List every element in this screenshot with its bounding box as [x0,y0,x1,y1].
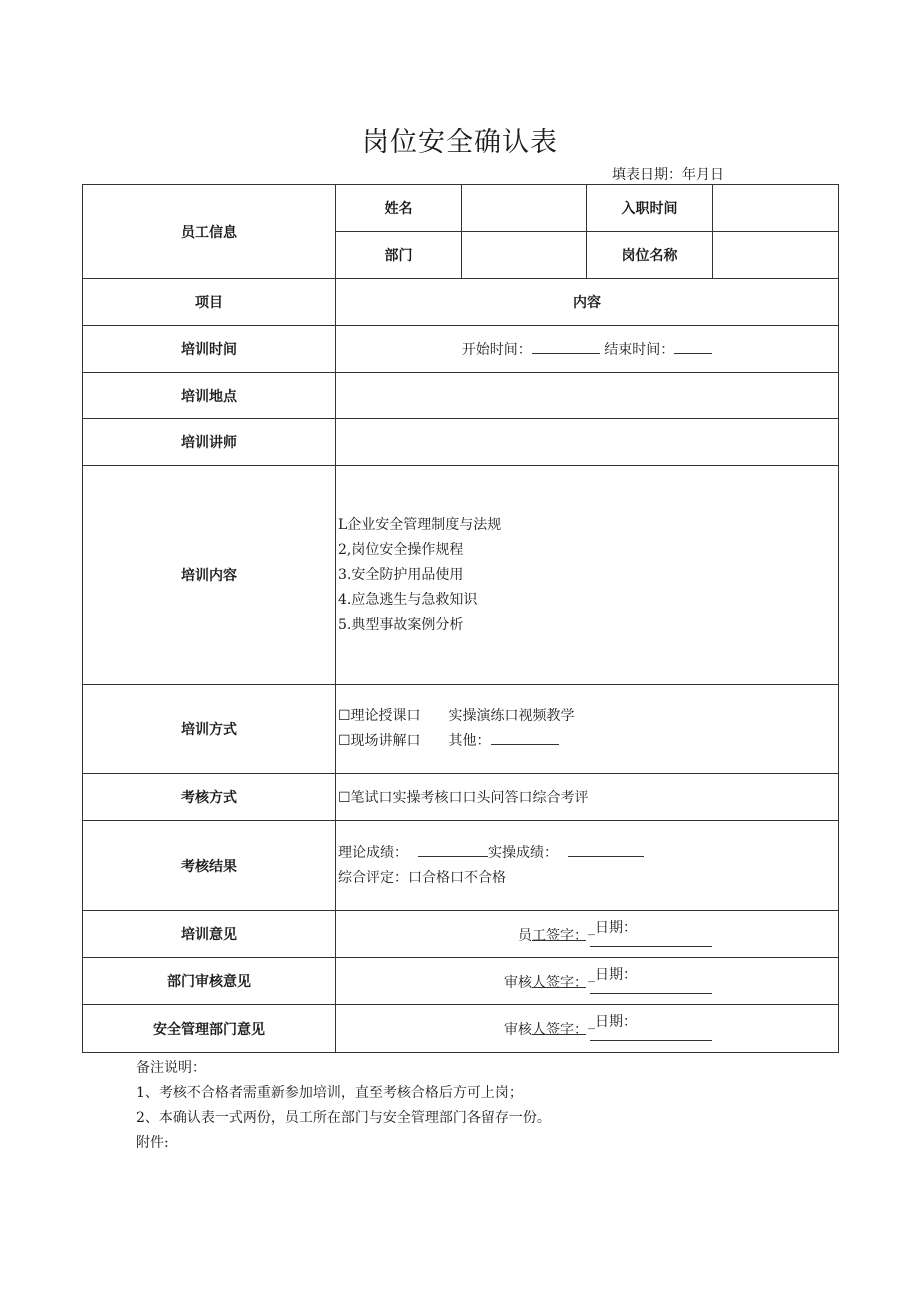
date-blank[interactable] [590,993,712,994]
entry-time-field[interactable] [713,185,839,232]
list-item: 4.应急逃生与急救知识 [338,591,478,608]
end-time-blank[interactable] [674,341,712,354]
name-field[interactable] [462,185,587,232]
practice-score-blank[interactable] [568,844,644,857]
list-item: 3.安全防护用品使用 [338,566,464,583]
date-label: _日期： [588,1014,637,1030]
training-method-line-2[interactable] [338,729,838,754]
employee-info-label: 员工信息 [83,185,336,279]
other-blank[interactable] [491,732,559,745]
other-label: ☐现场讲解口 其他： [338,733,491,749]
confirmation-form-table [82,184,839,1053]
safety-dept-label: 安全管理部门意见 [83,1005,336,1053]
score-line [338,841,838,866]
attachment-label: 附件: [136,1135,169,1151]
date-label: _日期： [588,967,637,983]
training-opinion-label: 培训意见 [83,911,336,958]
employee-signature-label: 员工签字： [518,928,588,944]
training-content-list [336,466,839,685]
training-place-label: 培训地点 [83,373,336,419]
content-header: 内容 [336,279,839,326]
form-title: 岗位安全确认表 [362,127,558,158]
start-time-blank[interactable] [532,341,600,354]
training-time-label: 培训时间 [83,326,336,373]
training-method-options[interactable] [336,685,839,774]
position-label: 岗位名称 [587,232,713,279]
training-lecturer-label: 培训讲师 [83,419,336,466]
assessment-method-label: 考核方式 [83,774,336,821]
safety-dept-field[interactable] [336,1005,839,1053]
training-lecturer-field[interactable] [336,419,839,466]
end-time-label: 结束时间： [604,342,675,358]
assessment-result-field[interactable] [336,821,839,911]
start-time-label: 开始时间： [461,342,532,358]
overall-evaluation[interactable]: 综合评定：口合格口不合格 [338,869,506,886]
item-header: 项目 [83,279,336,326]
position-field[interactable] [713,232,839,279]
dept-label: 部门 [336,232,462,279]
list-item: 2,岗位安全操作规程 [338,541,464,558]
training-time-field[interactable] [336,326,839,373]
date-label: _日期： [588,920,637,936]
theory-score-blank[interactable] [418,844,488,857]
employee-signature-blank[interactable] [532,940,586,941]
list-item: 5.典型事故案例分析 [338,616,464,633]
dept-field[interactable] [462,232,587,279]
training-opinion-field[interactable] [336,911,839,958]
assessment-result-label: 考核结果 [83,821,336,911]
reviewer-signature-label: 审核人签字： [504,1022,588,1038]
dept-review-field[interactable] [336,958,839,1005]
assessment-method-options[interactable]: ☐笔试口实操考核口口头问答口综合考评 [336,774,839,821]
entry-time-label: 入职时间 [587,185,713,232]
reviewer-signature-blank[interactable] [532,1034,586,1035]
note-item: 2、本确认表一式两份，员工所在部门与安全管理部门各留存一份。 [136,1110,551,1126]
note-item: 1、考核不合格者需重新参加培训，直至考核合格后方可上岗； [136,1085,523,1101]
reviewer-signature-label: 审核人签字： [504,975,588,991]
theory-score-label: 理论成绩： [338,844,408,861]
training-method-label: 培训方式 [83,685,336,774]
practice-score-label: 实操成绩： [488,844,558,861]
list-item: L企业安全管理制度与法规 [338,516,502,533]
training-place-field[interactable] [336,373,839,419]
notes-section [136,1056,551,1156]
training-method-line-1[interactable]: ☐理论授课口 实操演练口视频教学 [338,708,575,724]
notes-heading: 备注说明： [136,1060,206,1076]
fill-date: 填表日期：年月日 [612,167,724,183]
training-content-label: 培训内容 [83,466,336,685]
dept-review-label: 部门审核意见 [83,958,336,1005]
date-blank[interactable] [590,1040,712,1041]
date-blank[interactable] [590,946,712,947]
name-label: 姓名 [336,185,462,232]
reviewer-signature-blank[interactable] [532,987,586,988]
